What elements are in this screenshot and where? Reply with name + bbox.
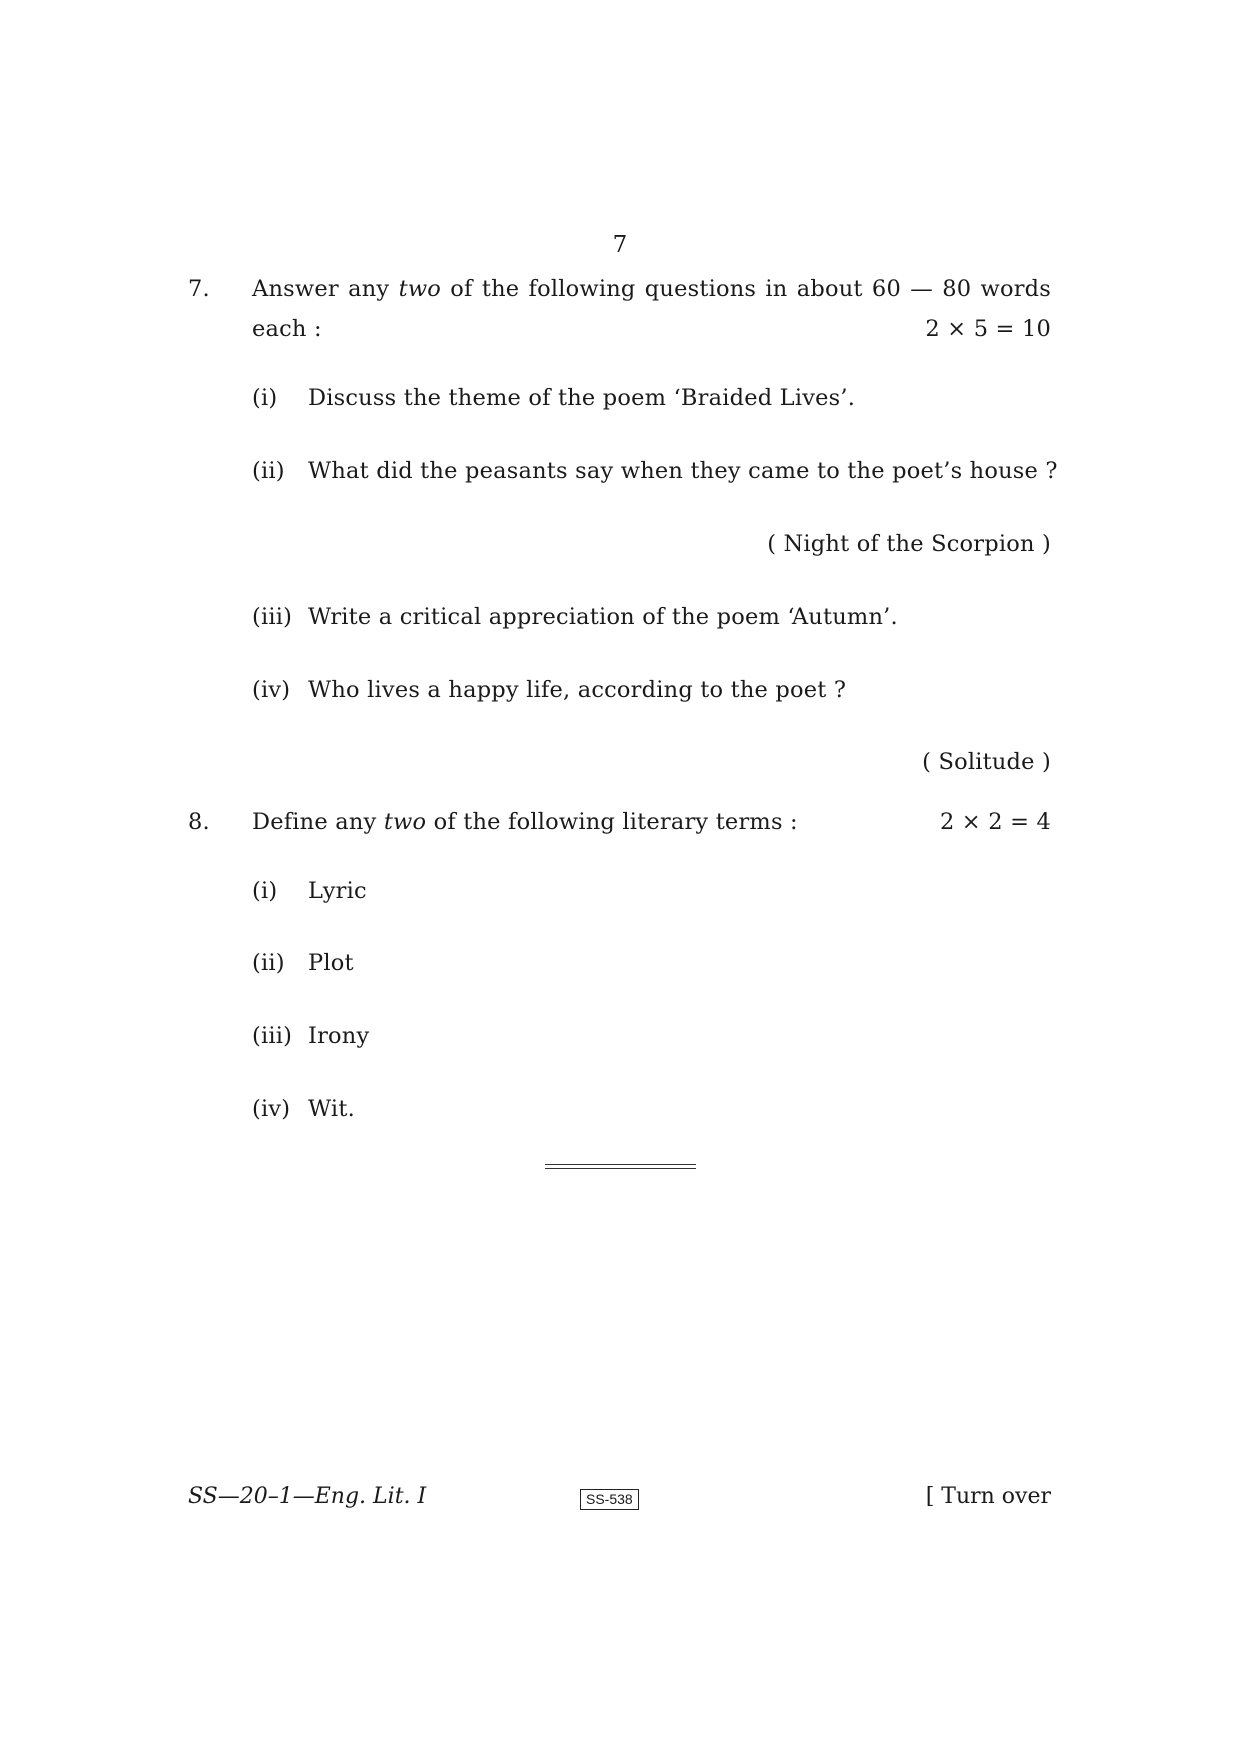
q7-number: 7. (188, 276, 210, 302)
q8-intro-before: Define any (252, 809, 384, 835)
q7-item-text: What did the peasants say when they came to the poet’s house ? (308, 458, 1058, 484)
page-number: 7 (612, 232, 628, 258)
q7-item-roman: (ii) (252, 458, 285, 484)
q8-item-text: Wit. (308, 1096, 355, 1122)
q7-item-roman: (iv) (252, 677, 291, 703)
q7-instruction-line2: each : (252, 316, 322, 342)
q8-item-roman: (iv) (252, 1096, 291, 1122)
q8-instruction (252, 809, 798, 835)
end-rule-top (545, 1164, 696, 1165)
q7-intro-em: two (398, 276, 442, 302)
q7-item-text: Discuss the theme of the poem ‘Braided Lives’. (308, 385, 856, 411)
footer-turn-over: [ Turn over (925, 1484, 1051, 1509)
q8-number: 8. (188, 809, 210, 835)
footer-boxed-code: SS-538 (580, 1489, 639, 1510)
q7-item-text: Write a critical appreciation of the poem ‘Autumn’. (308, 604, 898, 630)
q8-item-roman: (i) (252, 878, 278, 904)
q7-intro-after: of the following questions in about 60 — 80 words (441, 276, 1051, 302)
q8-item-roman: (ii) (252, 950, 285, 976)
end-rule-bottom (545, 1168, 696, 1169)
q7-item-roman: (i) (252, 385, 278, 411)
q7-item-source: ( Solitude ) (922, 749, 1051, 775)
q8-item-text: Irony (308, 1023, 370, 1049)
q7-item-source: ( Night of the Scorpion ) (767, 531, 1051, 557)
q7-instruction-line1 (252, 276, 1051, 302)
q8-marks: 2 × 2 = 4 (939, 809, 1051, 835)
q8-item-roman: (iii) (252, 1023, 293, 1049)
q8-intro-after: of the following literary terms : (426, 809, 798, 835)
q7-intro-before: Answer any (252, 276, 399, 302)
q8-intro-em: two (383, 809, 427, 835)
footer-paper-code: SS—20–1—Eng. Lit. I (188, 1484, 427, 1509)
q8-item-text: Plot (308, 950, 354, 976)
q7-marks: 2 × 5 = 10 (925, 316, 1051, 342)
q7-item-text: Who lives a happy life, according to the poet ? (308, 677, 847, 703)
q8-item-text: Lyric (308, 878, 367, 904)
q7-item-roman: (iii) (252, 604, 293, 630)
